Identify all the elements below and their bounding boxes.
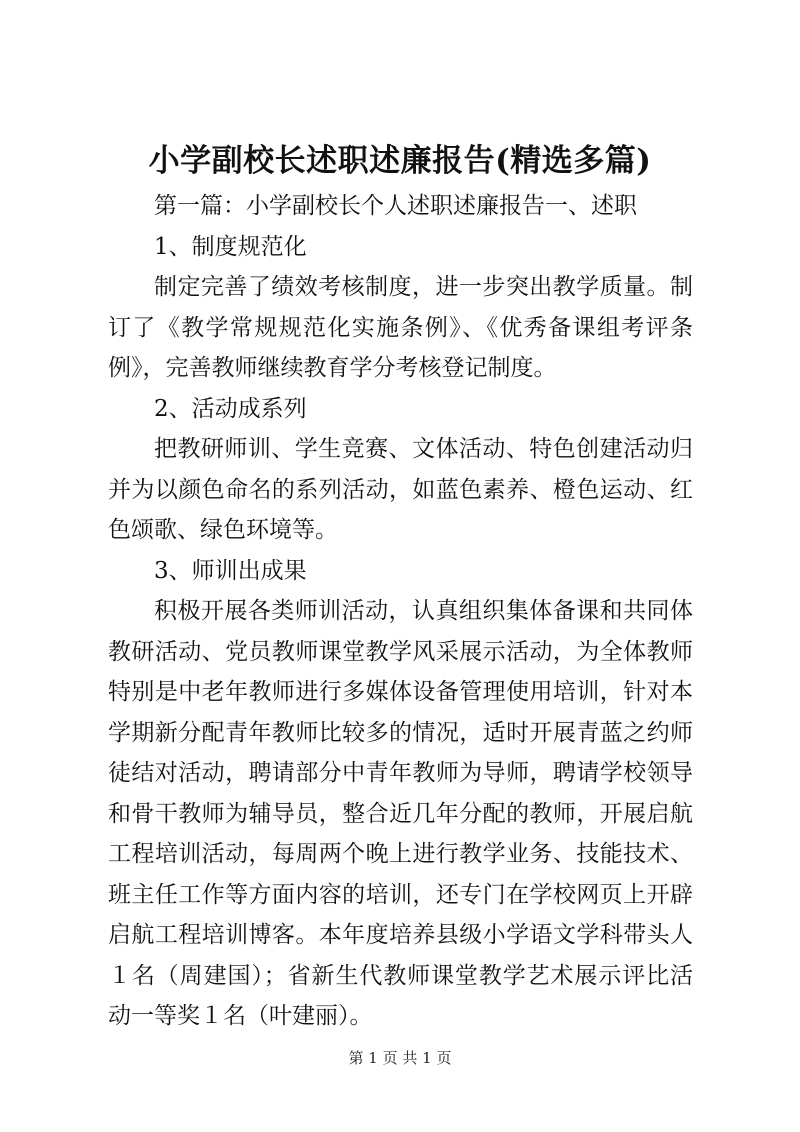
document-title: 小学副校长述职述廉报告(精选多篇) <box>148 143 652 179</box>
page-footer: 第 1 页 共 1 页 <box>348 1049 452 1067</box>
paragraph-content-1: 制定完善了绩效考核制度，进一步突出教学质量。制订了《教学常规规范化实施条例》、《优秀备课组考评条例》，完善教师继续教育学分考核登记制度。 <box>108 274 693 381</box>
document-body <box>108 186 693 1037</box>
paragraph-content-2: 把教研师训、学生竞赛、文体活动、特色创建活动归并为以颜色命名的系列活动，如蓝色素养、橙色运动、红色颂歌、绿色环境等。 <box>108 436 693 543</box>
paragraph-subheading-1: 1、制度规范化 <box>154 233 307 260</box>
paragraph-section-heading: 第一篇：小学副校长个人述职述廉报告一、述职 <box>154 193 637 219</box>
paragraph-subheading-2: 2、活动成系列 <box>154 395 307 422</box>
paragraph-content-3: 积极开展各类师训活动，认真组织集体备课和共同体教研活动、党员教师课堂教学风采展示活动，为全体教师特别是中老年教师进行多媒体设备管理使用培训，针对本学期新分配青年教师比较多的情况，适时开展青蓝之约师徒结对活动，聘请部分中青年教师为导师，聘请学校领导和骨干教师为辅导员，整合近几年分配的教师，开展启航工程培训活动，每周两个晚上进行教学业务、技能技术、班主任工作等方面内容的培训，还专门在学校网页上开辟启航工程培训博客。本年度培养县级小学语文学科带头人１名（周建国）；省新生代教师课堂教学艺术展示评比活动一等奖１名（叶建丽）。 <box>108 598 693 1029</box>
paragraph-subheading-3: 3、师训出成果 <box>154 557 307 584</box>
